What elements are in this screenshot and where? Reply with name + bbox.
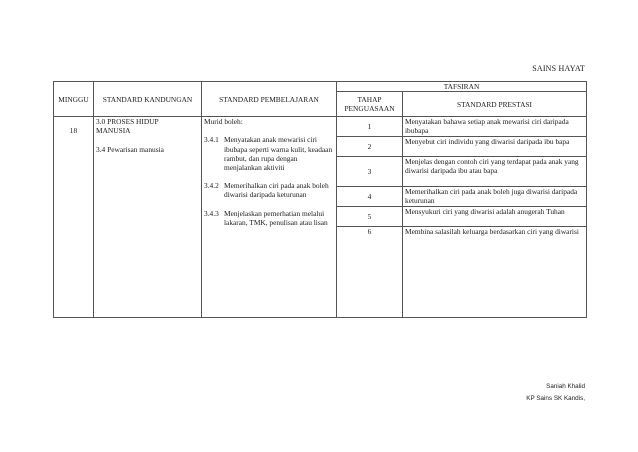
tahap-cell: 2	[337, 137, 403, 157]
kandungan-line-3: 3.4 Pewarisan manusia	[96, 144, 164, 154]
signature-block	[526, 381, 585, 404]
pembelajaran-item-text: Menjelaskan pemerhatian melalui lakaran, TMK, penulisan atau lisan	[224, 208, 328, 227]
pembelajaran-item	[204, 209, 334, 227]
header-tafsiran: TAFSIRAN	[337, 82, 587, 92]
prestasi-cell: Mensyukuri ciri yang diwarisi adalah anugerah Tuhan	[403, 207, 587, 227]
standard-pembelajaran-cell	[202, 117, 337, 318]
header-tahap-penguasaan: TAHAP PENGUASAAN	[337, 92, 403, 117]
header-standard-kandungan: STANDARD KANDUNGAN	[94, 82, 202, 117]
curriculum-table	[53, 81, 587, 318]
prestasi-cell: Membina salasilah keluarga berdasarkan ciri yang diwarisi	[403, 227, 587, 318]
pembelajaran-item-number: 3.4.2	[204, 181, 219, 191]
pembelajaran-intro: Murid boleh:	[204, 117, 243, 127]
signature-name: Saniah Khalid	[546, 383, 585, 390]
pembelajaran-item	[204, 181, 334, 199]
header-standard-pembelajaran: STANDARD PEMBELAJARAN	[202, 82, 337, 117]
pembelajaran-item-text: Memerihalkan ciri pada anak boleh diwarisi daripada keturunan	[224, 181, 329, 200]
tahap-cell: 6	[337, 227, 403, 318]
header-row-1	[54, 82, 587, 92]
prestasi-cell: Menyebut ciri individu yang diwarisi daripada ibu bapa	[403, 137, 587, 157]
signature-position: KP Sains SK Kandis,	[526, 394, 585, 402]
minggu-cell: 18	[54, 117, 94, 318]
pembelajaran-item-text: Menyatakan anak mewarisi ciri ibubapa seperti warna kulit, keadaan rambut, dan rupa dengan menjalankan aktiviti	[224, 135, 333, 173]
header-standard-prestasi: STANDARD PRESTASI	[403, 92, 587, 117]
kandungan-line-1: 3.0 PROSES HIDUP	[96, 117, 159, 127]
kandungan-line-2: MANUSIA	[96, 126, 131, 136]
prestasi-cell: Menjelas dengan contoh ciri yang terdapat pada anak yang diwarisi daripada ibu atau bapa	[403, 157, 587, 187]
tahap-cell: 3	[337, 157, 403, 187]
pembelajaran-item	[204, 135, 334, 172]
standard-kandungan-cell	[94, 117, 202, 318]
prestasi-cell: Memerihalkan ciri pada anak boleh juga diwarisi daripada keturunan	[403, 187, 587, 207]
prestasi-cell: Menyatakan bahawa setiap anak mewarisi ciri daripada ibubapa	[403, 117, 587, 137]
pembelajaran-item-number: 3.4.1	[204, 135, 219, 145]
tahap-cell: 1	[337, 117, 403, 137]
tahap-cell: 4	[337, 187, 403, 207]
tahap-cell: 5	[337, 207, 403, 227]
page-header-title: SAINS HAYAT	[532, 64, 585, 73]
header-minggu: MINGGU	[54, 82, 94, 117]
pembelajaran-item-number: 3.4.3	[204, 208, 219, 218]
table-row	[54, 117, 587, 137]
